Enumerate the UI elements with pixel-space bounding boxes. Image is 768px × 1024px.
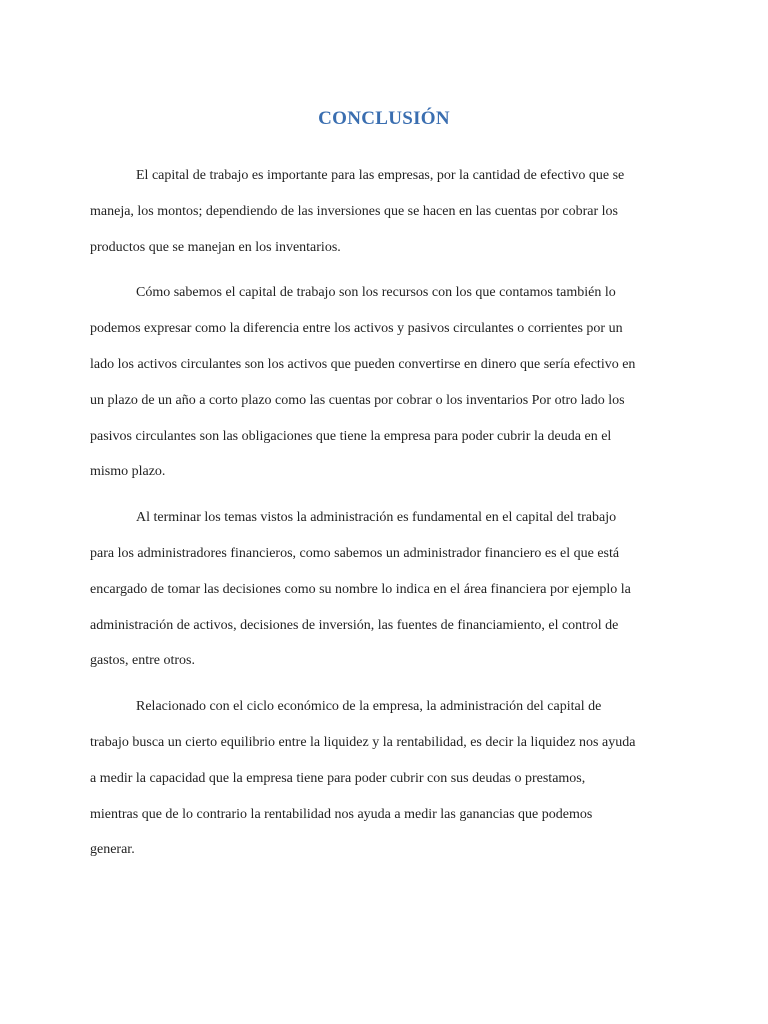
text-line: gastos, entre otros. xyxy=(90,653,195,669)
text-line: pasivos circulantes son las obligaciones que tiene la empresa para poder cubrir la deuda en el xyxy=(90,428,612,444)
text-line: generar. xyxy=(90,842,135,858)
text-line: lado los activos circulantes son los activos que pueden convertirse en dinero que sería efectivo en xyxy=(90,356,636,372)
text-line: para los administradores financieros, como sabemos un administrador financiero es el que está xyxy=(90,545,620,561)
text-line: Cómo sabemos el capital de trabajo son los recursos con los que contamos también lo xyxy=(136,285,616,301)
text-line: maneja, los montos; dependiendo de las inversiones que se hacen en las cuentas por cobrar los xyxy=(90,203,618,219)
paragraph xyxy=(90,158,682,265)
text-line: administración de activos, decisiones de inversión, las fuentes de financiamiento, el control de xyxy=(90,617,619,633)
text-line: Relacionado con el ciclo económico de la empresa, la administración del capital de xyxy=(136,699,602,715)
text-line: encargado de tomar las decisiones como su nombre lo indica en el área financiera por ejemplo la xyxy=(90,581,631,597)
text-line: productos que se manejan en los inventarios. xyxy=(90,239,341,255)
text-line: a medir la capacidad que la empresa tiene para poder cubrir con sus deudas o prestamos, xyxy=(90,770,586,786)
text-line: Al terminar los temas vistos la administración es fundamental en el capital del trabajo xyxy=(136,510,617,526)
text-line: un plazo de un año a corto plazo como las cuentas por cobrar o los inventarios Por otro lado los xyxy=(90,392,625,408)
page-title: CONCLUSIÓN xyxy=(318,108,450,129)
text-line: trabajo busca un cierto equilibrio entre la liquidez y la rentabilidad, es decir la liquidez nos ayuda xyxy=(90,734,636,750)
document-body xyxy=(90,158,682,878)
paragraph xyxy=(90,689,682,868)
text-line: mismo plazo. xyxy=(90,464,166,480)
text-line: podemos expresar como la diferencia entre los activos y pasivos circulantes o corrientes por un xyxy=(90,321,623,337)
paragraph xyxy=(90,500,682,679)
paragraph xyxy=(90,275,682,490)
text-line: El capital de trabajo es importante para las empresas, por la cantidad de efectivo que se xyxy=(136,168,625,183)
text-line: mientras que de lo contrario la rentabilidad nos ayuda a medir las ganancias que podemos xyxy=(90,806,593,822)
